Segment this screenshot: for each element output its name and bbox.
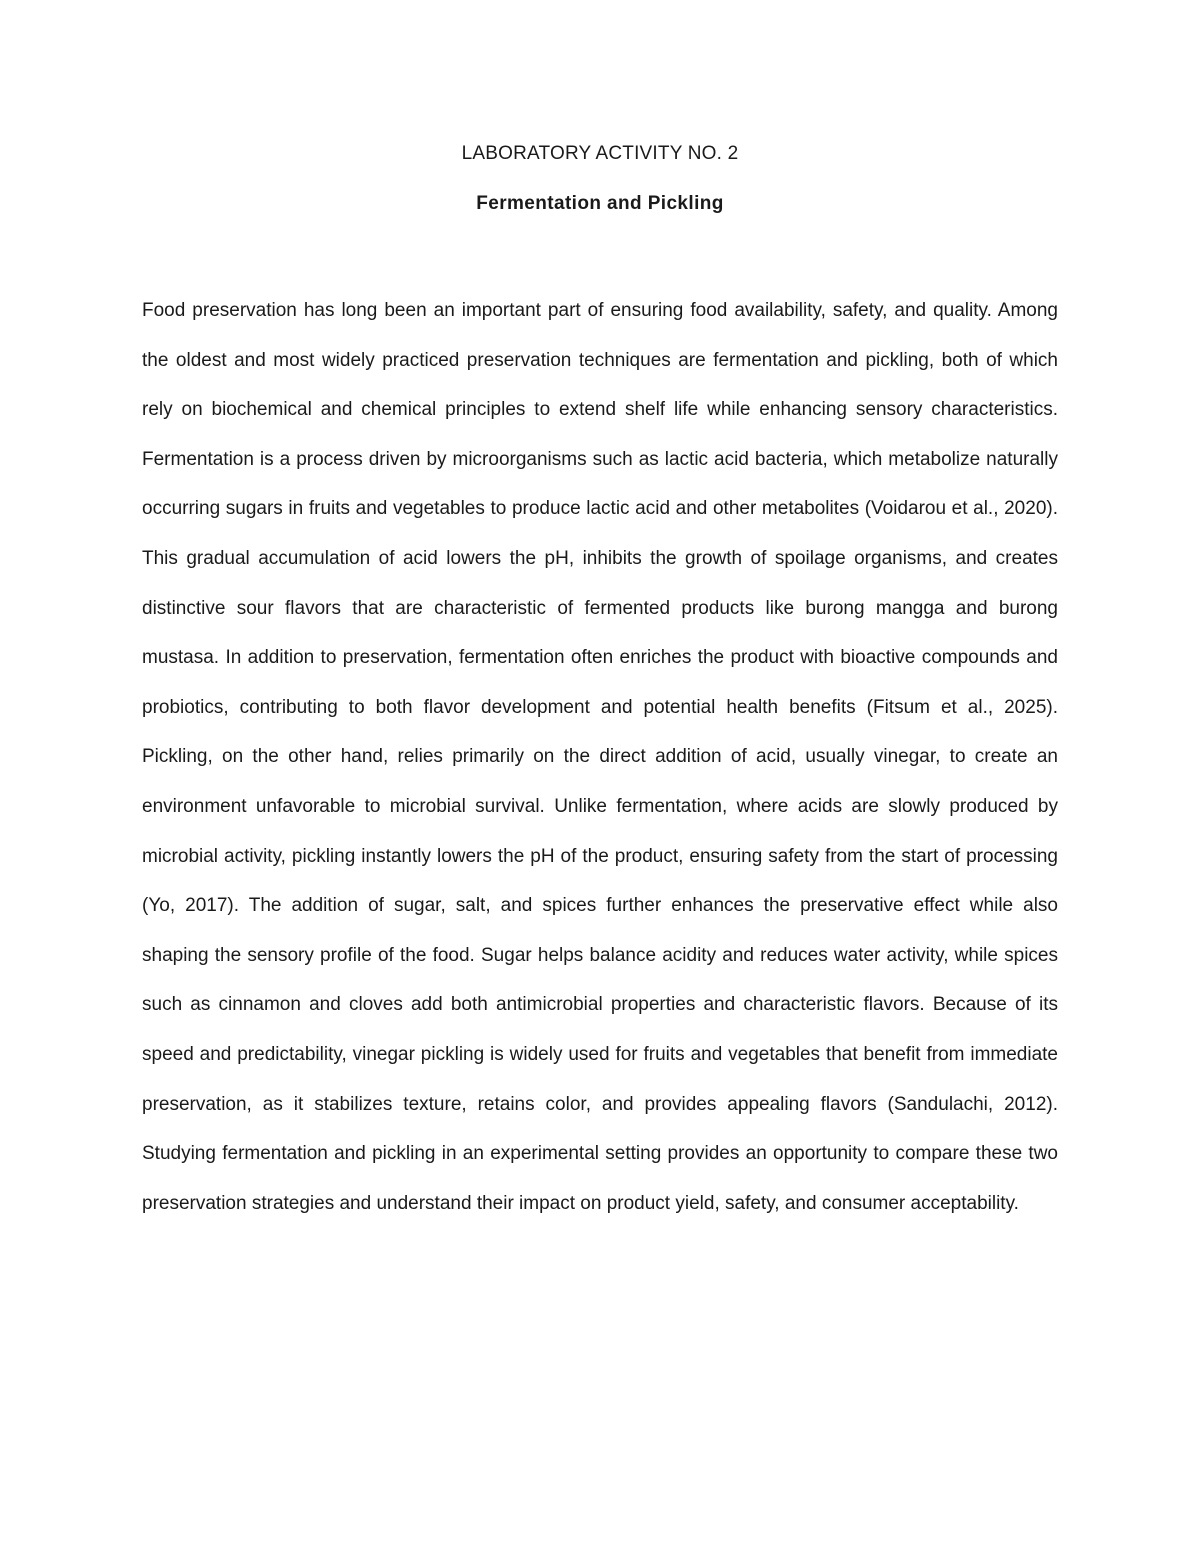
document-title: LABORATORY ACTIVITY NO. 2	[461, 143, 739, 164]
document-subtitle: Fermentation and Pickling	[476, 193, 724, 214]
body-paragraph: Food preservation has long been an important part of ensuring food availability, safety, and quality. Among the oldest and most widely practiced preservation techniques are fermentation and pickling, both of which rely on biochemical and chemical principles to extend shelf life while enhancing sensory characteristics. Fermentation is a process driven by microorganisms such as lactic acid bacteria, which metabolize naturally occurring sugars in fruits and vegetables to produce lactic acid and other metabolites (Voidarou et al., 2020). This gradual accumulation of acid lowers the pH, inhibits the growth of spoilage organisms, and creates distinctive sour flavors that are characteristic of fermented products like burong mangga and burong mustasa. In addition to preservation, fermentation often enriches the product with bioactive compounds and probiotics, contributing to both flavor development and potential health benefits (Fitsum et al., 2025). Pickling, on the other hand, relies primarily on the direct addition of acid, usually vinegar, to create an environment unfavorable to microbial survival. Unlike fermentation, where acids are slowly produced by microbial activity, pickling instantly lowers the pH of the product, ensuring safety from the start of processing (Yo, 2017). The addition of sugar, salt, and spices further enhances the preservative effect while also shaping the sensory profile of the food. Sugar helps balance acidity and reduces water activity, while spices such as cinnamon and cloves add both antimicrobial properties and characteristic flavors. Because of its speed and predictability, vinegar pickling is widely used for fruits and vegetables that benefit from immediate preservation, as it stabilizes texture, retains color, and provides appealing flavors (Sandulachi, 2012). Studying fermentation and pickling in an experimental setting provides an opportunity to compare these two preservation strategies and understand their impact on product yield, safety, and consumer acceptability.	[142, 300, 1058, 1214]
